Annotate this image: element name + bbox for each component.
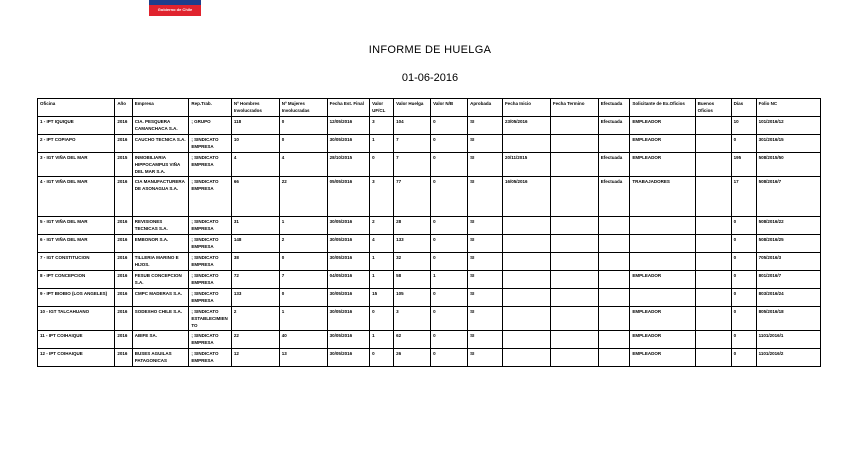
table-cell: 105 — [394, 289, 431, 307]
table-cell: 1 — [370, 253, 394, 271]
table-cell — [695, 331, 731, 349]
table-cell: 30/05/2016 — [327, 307, 369, 331]
table-cell: 0 — [731, 307, 756, 331]
table-cell: ; SINDICATO EMPRESA — [189, 253, 231, 271]
table-cell: 133 — [231, 289, 279, 307]
table-cell: CIA MANUFACTURERA DE ASONAGUA S.A. — [132, 177, 189, 217]
table-cell: 4 — [231, 153, 279, 177]
table-cell: 0 — [431, 307, 468, 331]
table-cell: INMOBILIARIA HIPPOCAMPUS VIÑA DEL MAR S.A. — [132, 153, 189, 177]
table-cell: SI — [468, 177, 503, 217]
column-header: Nº Hombres Involucrados — [231, 99, 279, 117]
table-cell: 2016 — [115, 271, 132, 289]
table-cell: 30/05/2016 — [327, 331, 369, 349]
table-cell: 0 — [731, 349, 756, 367]
table-body — [38, 117, 821, 367]
table-cell: 2 — [231, 307, 279, 331]
table-cell — [630, 235, 695, 253]
table-cell: 0 — [370, 349, 394, 367]
table-cell: ABIFE SA. — [132, 331, 189, 349]
table-cell: 3 - IGT VIÑA DEL MAR — [38, 153, 115, 177]
table-cell: SI — [468, 253, 503, 271]
column-header: Año — [115, 99, 132, 117]
table-cell: EMPLEADOR — [630, 153, 695, 177]
table-cell: 30/05/2016 — [327, 217, 369, 235]
table-cell: REVISIONES TECNICAS S.A. — [132, 217, 189, 235]
table-cell: 133 — [394, 235, 431, 253]
table-cell: ; SINDICATO EMPRESA — [189, 289, 231, 307]
table-cell: 1101/2016/2 — [756, 349, 820, 367]
column-header: Solicitante de Ex.Oficios — [630, 99, 695, 117]
table-cell: 0 — [431, 153, 468, 177]
table-cell: Efectuada — [598, 153, 630, 177]
table-cell: 0 — [731, 135, 756, 153]
table-cell: 2016 — [115, 235, 132, 253]
table-cell: 508/2016/7 — [756, 177, 820, 217]
table-cell: 4 — [279, 153, 327, 177]
table-cell: 0 — [279, 117, 327, 135]
column-header: Rep.Trab. — [189, 99, 231, 117]
table-cell: 22 — [231, 331, 279, 349]
table-cell: 10 - IGT TALCAHUANO — [38, 307, 115, 331]
table-cell — [550, 177, 598, 217]
table-cell: 0 — [431, 217, 468, 235]
table-cell — [502, 307, 550, 331]
table-row — [38, 217, 821, 235]
table-cell: 30/05/2016 — [327, 289, 369, 307]
table-cell: ; SINDICATO EMPRESA — [189, 153, 231, 177]
table-cell — [695, 117, 731, 135]
table-cell — [598, 307, 630, 331]
table-cell: 0 — [279, 253, 327, 271]
table-cell — [598, 253, 630, 271]
table-cell: 1 — [370, 331, 394, 349]
table-cell: 1 — [370, 271, 394, 289]
gobierno-logo — [149, 0, 201, 16]
table-cell — [598, 289, 630, 307]
table-cell — [598, 235, 630, 253]
table-cell: 2 - IPT COPIAPO — [38, 135, 115, 153]
column-header: Fecha Est. Final — [327, 99, 369, 117]
table-cell: 2 — [370, 217, 394, 235]
table-cell: 2016 — [115, 289, 132, 307]
table-cell: 04/05/2016 — [327, 271, 369, 289]
table-cell — [550, 349, 598, 367]
table-cell: 148 — [231, 235, 279, 253]
table-cell: 5 - IGT VIÑA DEL MAR — [38, 217, 115, 235]
table-cell — [598, 135, 630, 153]
table-cell: ; SINDICATO EMPRESA — [189, 177, 231, 217]
table-row — [38, 307, 821, 331]
table-cell: 30/05/2016 — [327, 135, 369, 153]
table-cell: 0 — [279, 289, 327, 307]
table-cell: 23/05/2016 — [502, 117, 550, 135]
strike-report-table — [37, 98, 821, 367]
column-header: Nº Mujeres Involucradas — [279, 99, 327, 117]
table-cell: SI — [468, 289, 503, 307]
table-cell: 20/11/2015 — [502, 153, 550, 177]
table-cell: 104 — [394, 117, 431, 135]
table-cell: 508/2016/22 — [756, 217, 820, 235]
table-cell: 40 — [279, 331, 327, 349]
table-cell: 1 — [370, 135, 394, 153]
table-cell: 9 - IPT BIOBIO (LOS ANGELES) — [38, 289, 115, 307]
table-cell: 508/2016/25 — [756, 235, 820, 253]
table-cell: 2016 — [115, 307, 132, 331]
table-cell: 3 — [394, 307, 431, 331]
table-cell: 2016 — [115, 217, 132, 235]
table-cell: 17 — [731, 177, 756, 217]
column-header: Valor N/B — [431, 99, 468, 117]
table-cell — [502, 271, 550, 289]
table-cell — [598, 217, 630, 235]
table-cell: 12/05/2016 — [327, 117, 369, 135]
table-cell — [695, 253, 731, 271]
table-cell: 0 — [431, 177, 468, 217]
table-cell: 15 — [370, 289, 394, 307]
table-cell: 32 — [394, 253, 431, 271]
report-date: 01-06-2016 — [401, 72, 459, 84]
table-row — [38, 177, 821, 217]
table-cell: 0 — [431, 235, 468, 253]
table-cell — [550, 253, 598, 271]
column-header: Aprobada — [468, 99, 503, 117]
table-cell — [502, 135, 550, 153]
table-cell: 0 — [370, 153, 394, 177]
table-cell: 31 — [231, 217, 279, 235]
table-cell: 1 — [279, 307, 327, 331]
table-cell: ; GRUPO — [189, 117, 231, 135]
table-cell: 28/10/2015 — [327, 153, 369, 177]
table-cell: ; SINDICATO EMPRESA — [189, 271, 231, 289]
table-cell: 38 — [231, 253, 279, 271]
table-cell: 0 — [431, 289, 468, 307]
table-cell — [695, 235, 731, 253]
table-cell: ; SINDICATO EMPRESA — [189, 235, 231, 253]
table-cell: 1101/2016/1 — [756, 331, 820, 349]
column-header: Valor Huelga — [394, 99, 431, 117]
table-cell: ; SINDICATO EMPRESA — [189, 331, 231, 349]
table-cell: EMPLEADOR — [630, 307, 695, 331]
table-cell: CIA. PESQUERA CAMANCHACA S.A. — [132, 117, 189, 135]
table-cell — [695, 271, 731, 289]
table-cell: 05/05/2016 — [327, 177, 369, 217]
table-cell — [630, 253, 695, 271]
table-cell: 0 — [370, 307, 394, 331]
table-row — [38, 271, 821, 289]
table-cell: 0 — [431, 331, 468, 349]
table-cell: 2016 — [115, 117, 132, 135]
table-cell: 803/2016/24 — [756, 289, 820, 307]
table-cell — [502, 235, 550, 253]
table-cell: 0 — [731, 331, 756, 349]
table-cell: 0 — [431, 117, 468, 135]
table-cell: 118 — [231, 117, 279, 135]
table-row — [38, 153, 821, 177]
table-cell: 2016 — [115, 349, 132, 367]
table-cell: 508/2015/50 — [756, 153, 820, 177]
column-header: Buenos Oficios — [695, 99, 731, 117]
table-cell: SI — [468, 271, 503, 289]
table-cell: 16/05/2016 — [502, 177, 550, 217]
table-cell: 0 — [431, 253, 468, 271]
table-cell: SI — [468, 217, 503, 235]
logo-text: Gobierno de Chile — [157, 7, 193, 12]
table-cell: 7 — [394, 135, 431, 153]
table-cell: ; SINDICATO EMPRESA — [189, 217, 231, 235]
table-cell: 7 — [394, 153, 431, 177]
table-cell — [695, 349, 731, 367]
table-cell: 101/2016/12 — [756, 117, 820, 135]
table-cell — [550, 289, 598, 307]
table-cell — [695, 307, 731, 331]
table-cell — [502, 331, 550, 349]
table-cell: ; SINDICATO ESTABLECIMIENTO — [189, 307, 231, 331]
table-cell: 30/05/2016 — [327, 253, 369, 271]
table-cell: EMPLEADOR — [630, 349, 695, 367]
table-cell — [550, 217, 598, 235]
table-cell: 2 — [279, 235, 327, 253]
table-cell: SI — [468, 153, 503, 177]
table-cell: FESUB CONCEPCION S.A. — [132, 271, 189, 289]
table-cell: 8 - IPT CONCEPCION — [38, 271, 115, 289]
table-cell: 0 — [731, 253, 756, 271]
table-cell: 2015 — [115, 153, 132, 177]
table-cell: 10 — [731, 117, 756, 135]
table-cell: 195 — [731, 153, 756, 177]
table-cell: CAUCHO TECNICA S.A. — [132, 135, 189, 153]
table-cell — [550, 153, 598, 177]
table-cell: 26 — [394, 349, 431, 367]
table-cell: 0 — [431, 349, 468, 367]
table-row — [38, 253, 821, 271]
table-cell: ; SINDICATO EMPRESA — [189, 349, 231, 367]
table-cell: 13 — [279, 349, 327, 367]
table-cell: 77 — [394, 177, 431, 217]
table-cell: EMPLEADOR — [630, 135, 695, 153]
table-cell — [598, 331, 630, 349]
table-row — [38, 235, 821, 253]
table-cell — [550, 135, 598, 153]
table-cell — [630, 217, 695, 235]
table-cell: TRABAJADORES — [630, 177, 695, 217]
column-header: Empresa — [132, 99, 189, 117]
table-cell: 62 — [394, 331, 431, 349]
table-cell: 11 - IPT COIHAIQUE — [38, 331, 115, 349]
table-cell: SI — [468, 117, 503, 135]
report-title: INFORME DE HUELGA — [368, 44, 492, 56]
table-row — [38, 289, 821, 307]
table-cell: 805/2016/18 — [756, 307, 820, 331]
table-cell: 4 - IGT VIÑA DEL MAR — [38, 177, 115, 217]
table-cell: Efectuada — [598, 117, 630, 135]
table-cell: 2016 — [115, 253, 132, 271]
column-header: Fecha Termino — [550, 99, 598, 117]
table-cell: TILLERIA MARINO E HIJOS. — [132, 253, 189, 271]
table-row — [38, 331, 821, 349]
column-header: Efectuada — [598, 99, 630, 117]
table-cell: 58 — [394, 271, 431, 289]
table-cell: CMPC MADERAS S.A. — [132, 289, 189, 307]
table-cell: 28 — [394, 217, 431, 235]
table-cell: SI — [468, 349, 503, 367]
table-cell: 2016 — [115, 331, 132, 349]
column-header: Valor UF/CL — [370, 99, 394, 117]
table-cell: ; SINDICATO EMPRESA — [189, 135, 231, 153]
table-cell: 1 - IPT IQUIQUE — [38, 117, 115, 135]
table-cell: 22 — [279, 177, 327, 217]
table-cell: 1 — [431, 271, 468, 289]
table-cell: 66 — [231, 177, 279, 217]
table-cell — [695, 153, 731, 177]
table-cell: SI — [468, 235, 503, 253]
table-cell: SI — [468, 307, 503, 331]
table-cell: 3 — [370, 177, 394, 217]
table-row — [38, 135, 821, 153]
table-cell — [598, 271, 630, 289]
table-cell — [550, 271, 598, 289]
table-cell: 0 — [279, 135, 327, 153]
table-cell — [550, 235, 598, 253]
table-cell — [550, 307, 598, 331]
table-cell: 12 - IPT COIHAIQUE — [38, 349, 115, 367]
table-cell: 30/05/2016 — [327, 349, 369, 367]
table-cell: 0 — [431, 135, 468, 153]
table-cell: 2016 — [115, 135, 132, 153]
column-header: Oficina — [38, 99, 115, 117]
table-cell: SODEXHO CHILE S.A. — [132, 307, 189, 331]
table-cell: 30/05/2016 — [327, 235, 369, 253]
table-cell: 0 — [731, 217, 756, 235]
table-header-row — [38, 99, 821, 117]
table-cell: 12 — [231, 349, 279, 367]
table-cell: SI — [468, 135, 503, 153]
table-cell — [502, 289, 550, 307]
table-cell: 6 - IGT VIÑA DEL MAR — [38, 235, 115, 253]
table-row — [38, 117, 821, 135]
table-cell — [550, 331, 598, 349]
table-cell: 7 - IGT CONSTITUCION — [38, 253, 115, 271]
table-cell: SI — [468, 331, 503, 349]
table-cell — [502, 349, 550, 367]
table-cell: 1 — [279, 217, 327, 235]
table-cell — [695, 289, 731, 307]
column-header: Fecha Inicio — [502, 99, 550, 117]
column-header: Folio NC — [756, 99, 820, 117]
table-cell — [598, 349, 630, 367]
table-cell: 10 — [231, 135, 279, 153]
table-cell: 705/2016/3 — [756, 253, 820, 271]
table-cell: 0 — [731, 289, 756, 307]
table-cell: 301/2016/15 — [756, 135, 820, 153]
table-cell — [695, 217, 731, 235]
column-header: Días — [731, 99, 756, 117]
table-cell: EMPLEADOR — [630, 271, 695, 289]
table-cell: EMPLEADOR — [630, 331, 695, 349]
table-cell: 0 — [731, 271, 756, 289]
table-cell: 2016 — [115, 177, 132, 217]
table-cell — [550, 117, 598, 135]
table-cell: 72 — [231, 271, 279, 289]
table-cell: 7 — [279, 271, 327, 289]
table-row — [38, 349, 821, 367]
table-cell: 4 — [370, 235, 394, 253]
table-cell — [695, 177, 731, 217]
table-cell: 3 — [370, 117, 394, 135]
table-cell — [695, 135, 731, 153]
table-cell — [502, 253, 550, 271]
table-cell — [502, 217, 550, 235]
table-cell: BUSES AGUILAS PATAGONICAS — [132, 349, 189, 367]
table-cell: Efectuada — [598, 177, 630, 217]
table-cell: EMPLEADOR — [630, 117, 695, 135]
table-cell: 0 — [731, 235, 756, 253]
table-cell — [630, 289, 695, 307]
table-cell: 801/2016/7 — [756, 271, 820, 289]
table-cell: EMBONOR S.A. — [132, 235, 189, 253]
